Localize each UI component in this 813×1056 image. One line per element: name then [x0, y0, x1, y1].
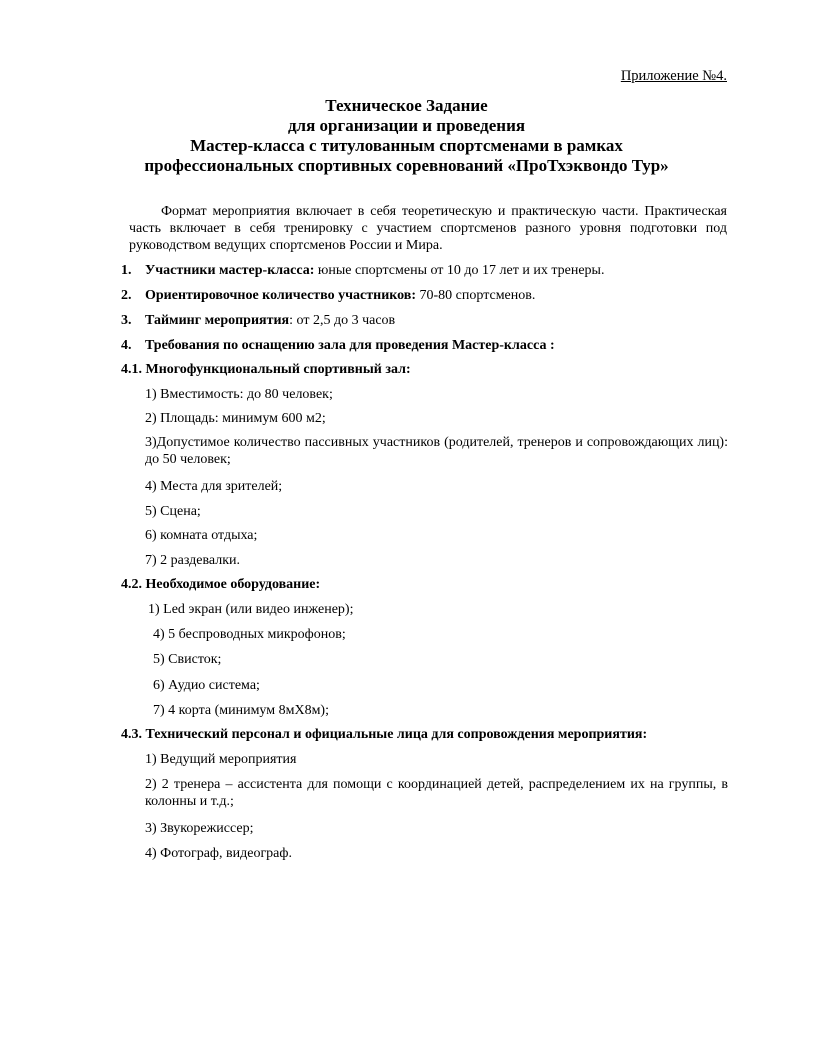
item-number: 3. — [121, 313, 132, 328]
list-line: 1) Ведущий мероприятия — [145, 752, 297, 767]
item-label: Тайминг мероприятия — [145, 313, 290, 328]
list-line: 6) Аудио система; — [153, 678, 260, 693]
list-line: 6) комната отдыха; — [145, 528, 258, 543]
list-line: 3)Допустимое количество пассивных участников (родителей, тренеров и сопровождающих лиц): до 50 человек; — [145, 435, 728, 467]
list-item — [121, 312, 395, 329]
list-line: 4) Места для зрителей; — [145, 479, 283, 494]
list-line: 1) Вместимость: до 80 человек; — [145, 387, 333, 402]
section-heading: 4.1. Многофункциональный спортивный зал: — [121, 362, 411, 377]
item-label: Требования по оснащению зала для проведения Мастер-класса : — [145, 338, 555, 353]
document-title — [80, 96, 733, 176]
section-heading: 4.2. Необходимое оборудование: — [121, 577, 321, 592]
item-text: 70-80 спортсменов. — [416, 288, 536, 303]
item-number: 4. — [121, 338, 132, 353]
list-line: 7) 2 раздевалки. — [145, 553, 241, 568]
title-line: для организации и проведения — [287, 116, 526, 135]
intro-paragraph: Формат мероприятия включает в себя теоретическую и практическую части. Практическая часть включает в себя тренировку с участием спортсменов разного уровня подготовки под руководством ведущих спортсменов России и Мира. — [129, 204, 727, 253]
title-line: профессиональных спортивных соревнований «ПроТхэквондо Тур» — [144, 156, 669, 175]
item-label: Ориентировочное количество участников: — [145, 288, 417, 303]
list-line: 4) 5 беспроводных микрофонов; — [153, 627, 346, 642]
list-line: 2) Площадь: минимум 600 м2; — [145, 411, 326, 426]
list-line: 1) Led экран (или видео инженер); — [148, 602, 354, 617]
list-line: 2) 2 тренера – ассистента для помощи с координацией детей, распределением их на группы, в колонны и т.д.; — [145, 777, 728, 809]
list-item — [121, 337, 555, 354]
list-line: 4) Фотограф, видеограф. — [145, 846, 292, 861]
list-item — [121, 262, 604, 279]
appendix-label: Приложение №4. — [620, 68, 727, 84]
title-line: Техническое Задание — [325, 96, 488, 115]
item-text: : от 2,5 до 3 часов — [289, 313, 396, 328]
list-line: 7) 4 корта (минимум 8мХ8м); — [153, 703, 329, 718]
item-label: Участники мастер-класса: — [145, 263, 315, 278]
section-heading: 4.3. Технический персонал и официальные лица для сопровождения мероприятия: — [121, 727, 648, 742]
item-number: 1. — [121, 263, 132, 278]
item-text: юные спортсмены от 10 до 17 лет и их тренеры. — [314, 263, 605, 278]
title-line: Мастер-класса с титулованным спортсменами в рамках — [190, 136, 623, 155]
list-line: 3) Звукорежиссер; — [145, 821, 254, 836]
item-number: 2. — [121, 288, 132, 303]
list-line: 5) Свисток; — [153, 652, 222, 667]
list-line: 5) Сцена; — [145, 504, 201, 519]
list-item — [121, 287, 535, 304]
